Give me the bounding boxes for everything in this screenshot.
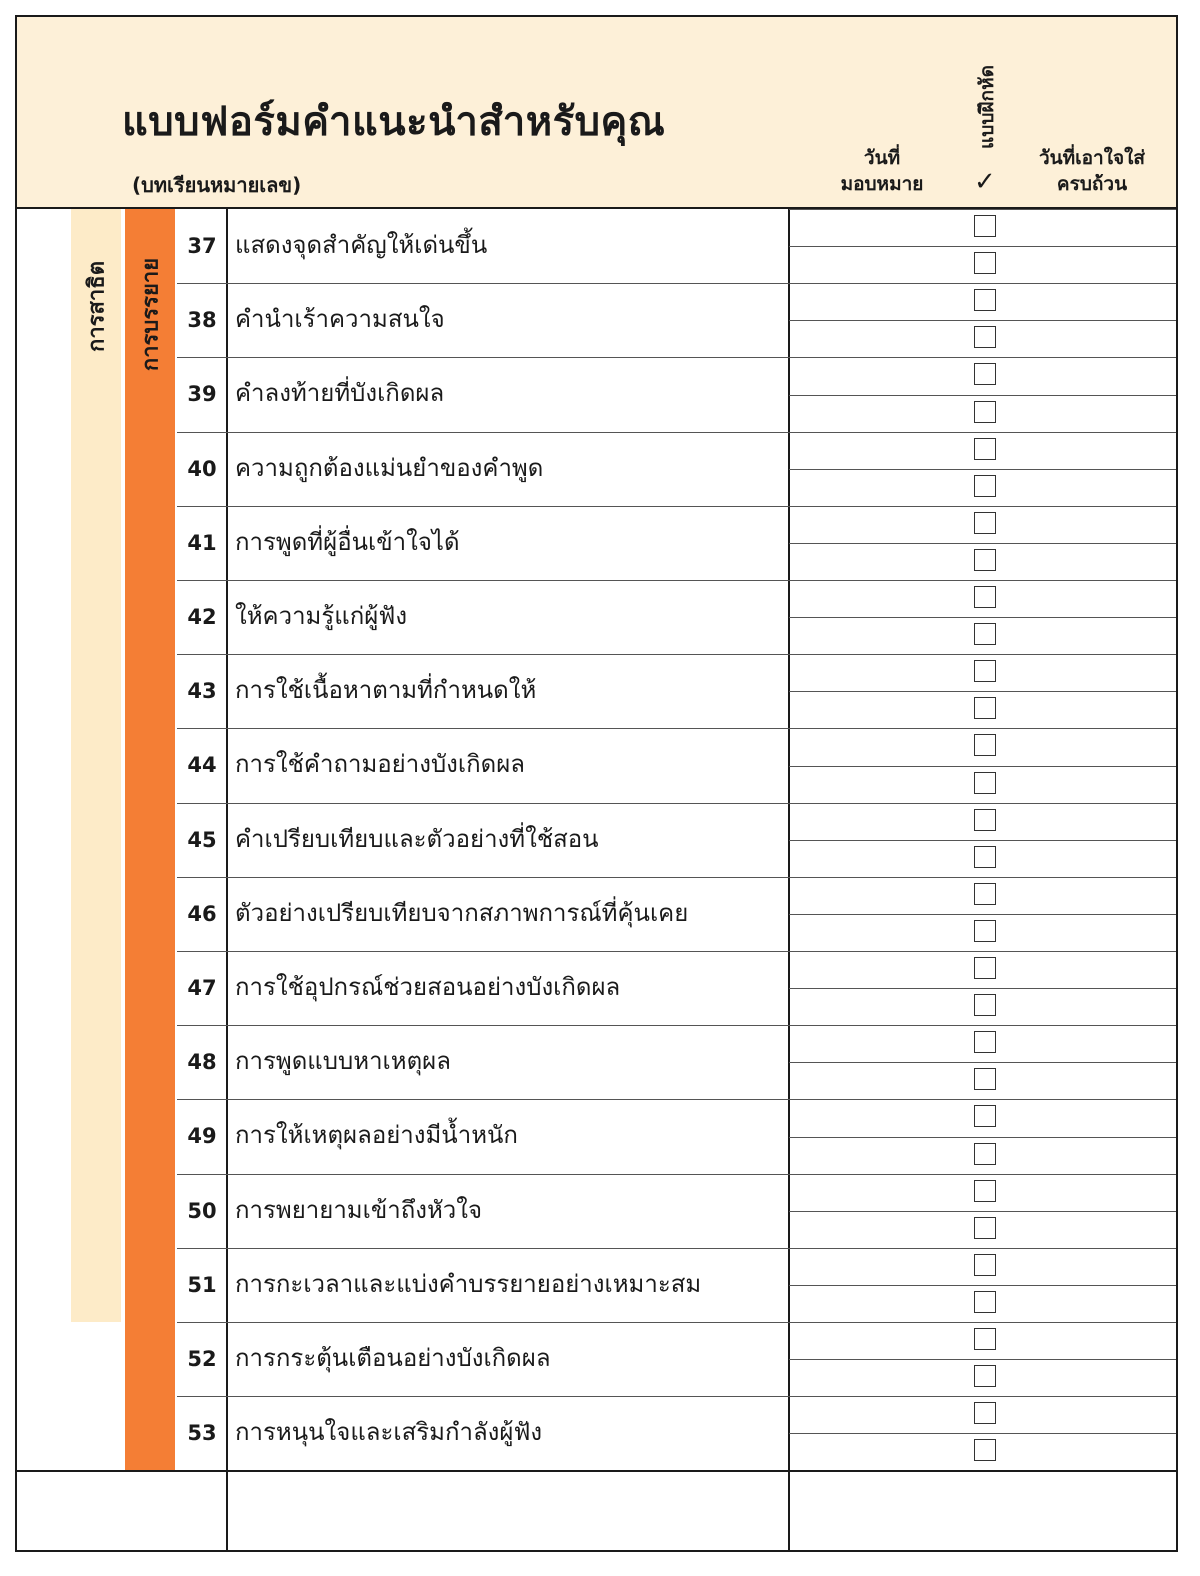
lesson-number: 53 [187,1421,217,1446]
date-row-line [789,580,1176,581]
lesson-title: การใช้คำถามอย่างบังเกิดผล [235,750,525,779]
lesson-row [177,432,789,506]
exercise-checkbox[interactable] [974,326,996,348]
lesson-row [177,1025,789,1099]
lesson-row [177,357,789,431]
exercise-checkbox[interactable] [974,957,996,979]
date-row-line [789,1137,1176,1138]
lesson-number: 46 [187,901,217,926]
date-row-line [789,283,1176,284]
column-header-completed-date [1017,145,1167,197]
date-row-line [789,395,1176,396]
date-row-line [789,766,1176,767]
lesson-row [177,283,789,357]
table-bottom-line [17,1470,1176,1472]
date-row-line [789,988,1176,989]
date-row-line [789,1062,1176,1063]
exercise-checkbox[interactable] [974,401,996,423]
exercise-checkbox[interactable] [974,289,996,311]
column-header-assigned-text: วันที่ มอบหมาย [840,147,924,195]
exercise-checkbox[interactable] [974,697,996,719]
exercise-checkbox[interactable] [974,363,996,385]
category-band-demonstration [71,209,121,1322]
exercise-checkbox[interactable] [974,846,996,868]
date-row-line [789,617,1176,618]
column-header-exercise [972,57,1002,157]
lesson-row [177,877,789,951]
exercise-checkbox[interactable] [974,1180,996,1202]
row-divider [177,1025,789,1026]
lesson-number: 42 [187,605,217,629]
row-divider [177,803,789,804]
lesson-title: แสดงจุดสำคัญให้เด่นขึ้น [235,231,488,259]
column-header-completed-text: วันที่เอาใจใส่ ครบถ้วน [1038,147,1146,195]
lesson-title: ให้ความรู้แก่ผู้ฟัง [235,602,408,630]
exercise-checkbox[interactable] [974,883,996,905]
lesson-row [177,1248,789,1322]
lesson-number: 43 [187,679,217,704]
date-row-line [789,840,1176,841]
row-divider [177,580,789,581]
date-row-line [789,1285,1176,1286]
row-divider [177,1322,789,1323]
category-label-lecture: การบรรยาย [138,257,164,372]
form-subtitle: (บทเรียนหมายเลข) [132,173,302,197]
row-divider [177,1396,789,1397]
exercise-checkbox[interactable] [974,1217,996,1239]
category-label-demonstration: การสาธิต [84,261,110,352]
date-row-line [789,1211,1176,1212]
column-header-exercise-text: แบบฝึกหัด [976,65,998,149]
date-row-line [789,1433,1176,1434]
lesson-row [177,654,789,728]
date-row-line [789,1359,1176,1360]
date-row-line [789,246,1176,247]
lesson-title: การพูดแบบหาเหตุผล [235,1047,451,1076]
category-band-lecture [125,209,175,1471]
lesson-row [177,209,789,283]
row-divider [177,1099,789,1100]
row-divider [177,1248,789,1249]
date-row-line [789,1248,1176,1249]
date-row-line [789,1174,1176,1175]
form-header [17,17,1176,209]
exercise-checkbox[interactable] [974,1031,996,1053]
date-row-line [789,543,1176,544]
exercise-checkbox[interactable] [974,438,996,460]
exercise-checkbox[interactable] [974,1365,996,1387]
lesson-number: 47 [187,976,217,1000]
row-divider [177,283,789,284]
row-divider [177,877,789,878]
exercise-checkbox[interactable] [974,1105,996,1127]
exercise-checkbox[interactable] [974,475,996,497]
lesson-number: 39 [187,382,217,407]
exercise-checkbox[interactable] [974,549,996,571]
lesson-title: คำลงท้ายที่บังเกิดผล [235,379,445,408]
date-row-line [789,506,1176,507]
date-row-line [789,654,1176,655]
lesson-number: 44 [187,753,217,778]
exercise-checkbox[interactable] [974,1328,996,1350]
lesson-number: 51 [187,1272,217,1297]
lesson-title: การให้เหตุผลอย่างมีน้ำหนัก [235,1121,518,1150]
exercise-checkbox[interactable] [974,1068,996,1090]
exercise-checkbox[interactable] [974,772,996,794]
lesson-title: การกระตุ้นเตือนอย่างบังเกิดผล [235,1344,551,1372]
date-row-line [789,1025,1176,1026]
lesson-row [177,1174,789,1248]
exercise-checkbox[interactable] [974,215,996,237]
row-divider [177,357,789,358]
lesson-title: คำนำเร้าความสนใจ [235,305,445,334]
date-row-line [789,691,1176,692]
date-row-line [789,320,1176,321]
column-header-assigned-date [817,145,947,197]
lesson-number: 52 [187,1347,217,1371]
lesson-number: 41 [187,530,217,555]
lesson-row [177,506,789,580]
lesson-title: การพยายามเข้าถึงหัวใจ [235,1195,483,1224]
row-divider [177,951,789,952]
lesson-row [177,1322,789,1396]
exercise-checkbox[interactable] [974,1254,996,1276]
lesson-number: 40 [187,456,217,481]
lesson-row [177,580,789,654]
checkmark-icon: ✓ [974,167,996,197]
row-divider [177,506,789,507]
lesson-row [177,1396,789,1470]
lesson-row [177,1099,789,1173]
exercise-checkbox[interactable] [974,1143,996,1165]
exercise-checkbox[interactable] [974,512,996,534]
lesson-number: 48 [187,1050,217,1075]
date-row-line [789,209,1176,210]
lesson-number: 38 [187,308,217,333]
lesson-number: 49 [187,1124,217,1149]
date-row-line [789,877,1176,878]
exercise-checkbox[interactable] [974,623,996,645]
lesson-number: 45 [187,827,217,852]
lesson-title: ความถูกต้องแม่นยำของคำพูด [235,453,544,482]
lesson-row [177,728,789,802]
date-row-line [789,803,1176,804]
date-row-line [789,1396,1176,1397]
date-row-line [789,914,1176,915]
lesson-row [177,951,789,1025]
form-title: แบบฟอร์มคำแนะนำสำหรับคุณ [122,99,666,145]
exercise-checkbox[interactable] [974,1402,996,1424]
form-frame [15,15,1178,1552]
date-row-line [789,357,1176,358]
lesson-row [177,803,789,877]
exercise-checkbox[interactable] [974,1291,996,1313]
exercise-checkbox[interactable] [974,252,996,274]
date-row-line [789,1099,1176,1100]
row-divider [177,432,789,433]
exercise-checkbox[interactable] [974,920,996,942]
lesson-number: 50 [187,1198,217,1223]
exercise-checkbox[interactable] [974,994,996,1016]
lesson-title: การหนุนใจและเสริมกำลังผู้ฟัง [235,1418,543,1447]
date-row-line [789,951,1176,952]
date-row-line [789,1322,1176,1323]
lesson-title: ตัวอย่างเปรียบเทียบจากสภาพการณ์ที่คุ้นเคย [235,898,689,927]
exercise-checkbox[interactable] [974,809,996,831]
lesson-number: 37 [187,234,217,258]
row-divider [177,1174,789,1175]
row-divider [177,728,789,729]
exercise-checkbox[interactable] [974,660,996,682]
exercise-checkbox[interactable] [974,1439,996,1461]
exercise-checkbox[interactable] [974,586,996,608]
row-divider [177,654,789,655]
lesson-title: การพูดที่ผู้อื่นเข้าใจได้ [235,527,460,556]
date-row-line [789,469,1176,470]
date-row-line [789,728,1176,729]
exercise-checkbox[interactable] [974,734,996,756]
lesson-title: คำเปรียบเทียบและตัวอย่างที่ใช้สอน [235,824,599,853]
lesson-title: การกะเวลาและแบ่งคำบรรยายอย่างเหมาะสม [235,1269,702,1298]
lesson-title: การใช้เนื้อหาตามที่กำหนดให้ [235,676,537,705]
lesson-title: การใช้อุปกรณ์ช่วยสอนอย่างบังเกิดผล [235,973,621,1001]
date-row-line [789,432,1176,433]
